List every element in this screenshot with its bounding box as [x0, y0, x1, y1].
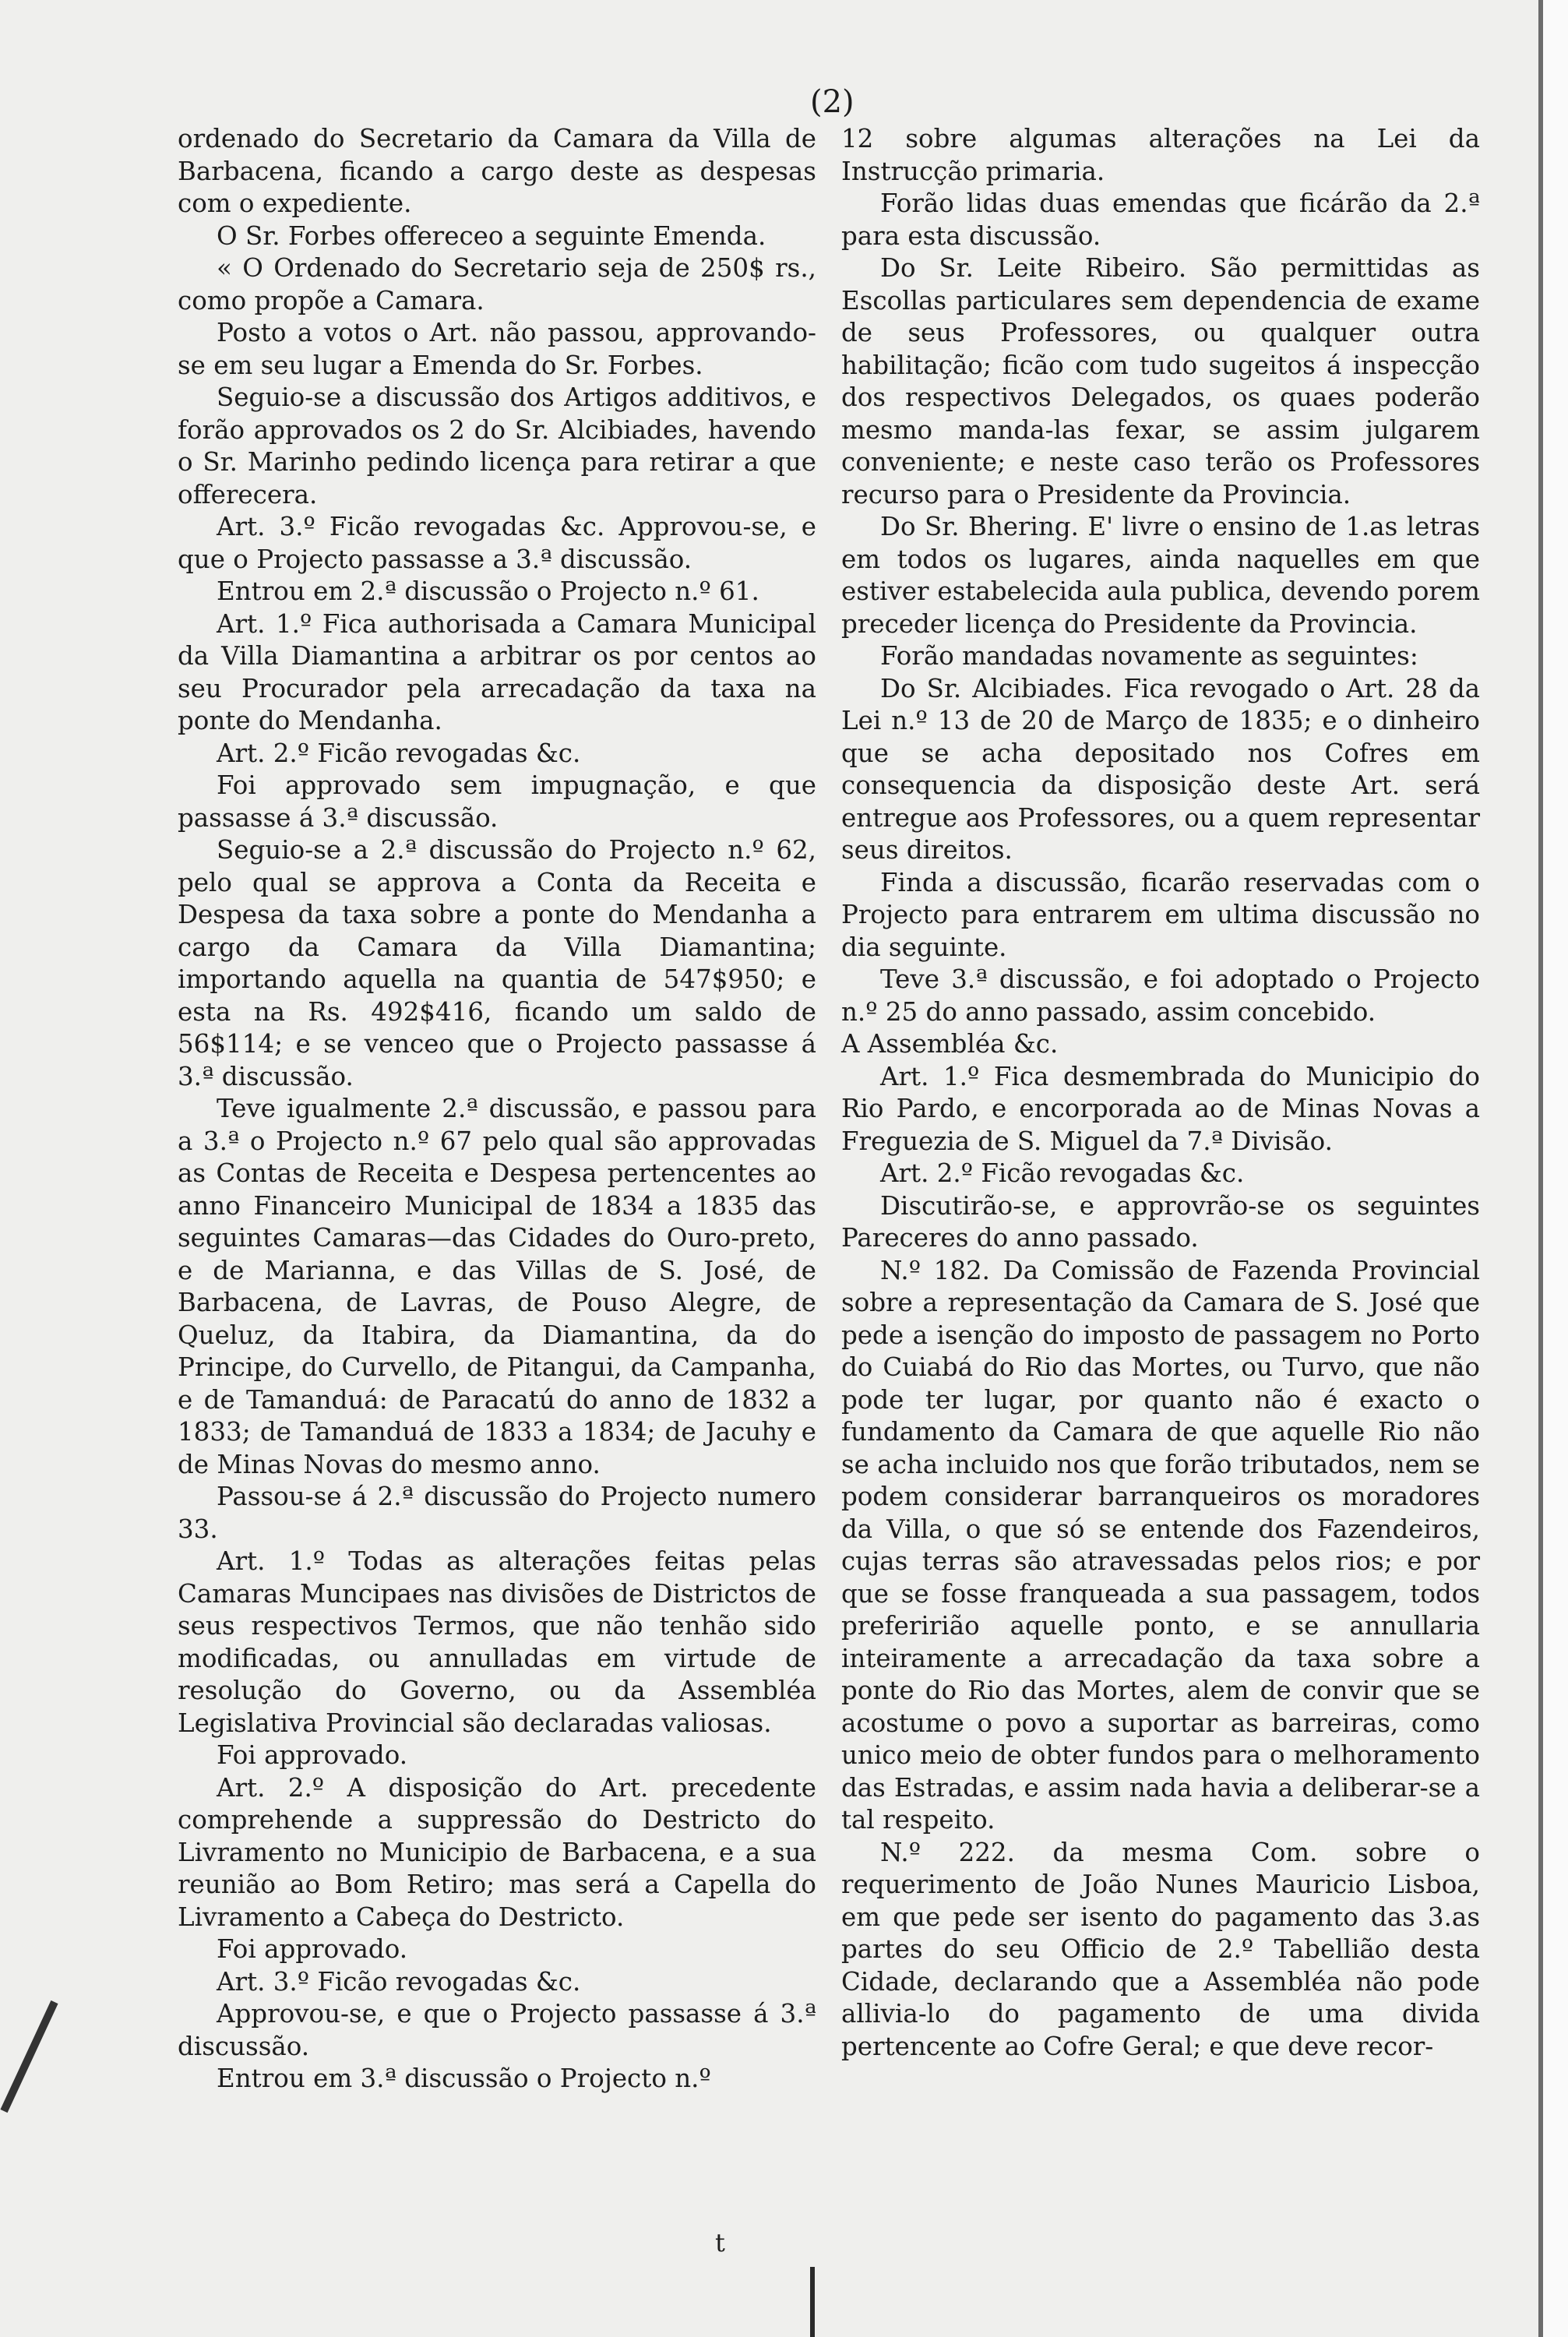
paragraph: Art. 3.º Ficão revogadas &c. Approvou-se, e que o Projecto passasse a 3.ª discussão.: [178, 512, 816, 574]
paragraph: Art. 2.º A disposição do Art. precedente comprehende a suppressão do Destricto do Livramento no Municipio de Barbacena, e a sua reunião ao Bom Retiro; mas será a Capella do Livramento a Cabeça do Destricto.: [178, 1772, 816, 1932]
paragraph: Art. 2.º Ficão revogadas &c.: [880, 1158, 1245, 1188]
paragraph: 12 sobre algumas alterações na Lei da Instrucção primaria.: [841, 124, 1480, 186]
paragraph: A Assembléa &c.: [841, 1029, 1059, 1059]
paragraph: O Sr. Forbes offereceo a seguinte Emenda.: [217, 220, 766, 251]
paragraph: Teve igualmente 2.ª discussão, e passou para a 3.ª o Projecto n.º 67 pelo qual são approvadas as Contas de Receita e Despesa pertencentes ao anno Financeiro Municipal de 1834 a 1835 das seguintes Camaras—das Cidades do Ouro-preto, e de Marianna, e das Villas de S. José, de Barbacena, de Lavras, de Pouso Alegre, de Queluz, da Itabira, da Diamantina, da do Principe, do Curvello, de Pitangui, da Campanha, e de Tamanduá: de Paracatú do anno de 1832 a 1833; de Tamanduá de 1833 a 1834; de Jacuhy e de Minas Novas do mesmo anno.: [178, 1094, 816, 1479]
paragraph: Teve 3.ª discussão, e foi adoptado o Projecto n.º 25 do anno passado, assim concebido.: [841, 964, 1480, 1027]
paragraph: Entrou em 3.ª discussão o Projecto n.º: [217, 2064, 711, 2093]
footer-mark: t: [715, 2228, 725, 2258]
pen-stroke-mark: [0, 1994, 62, 2119]
paragraph: Forão lidas duas emendas que ficárão da 2.ª para esta discussão.: [841, 189, 1480, 251]
binding-mark: [810, 2267, 815, 2337]
paragraph: Art. 1.º Fica authorisada a Camara Municipal da Villa Diamantina a arbitrar os por centos ao seu Procurador pela arrecadação da taxa na ponte do Mendanha.: [178, 608, 816, 735]
paragraph: Art. 2.º Ficão revogadas &c.: [217, 738, 581, 768]
paragraph: Entrou em 2.ª discussão o Projecto n.º 61.: [217, 576, 759, 606]
paragraph: Seguio-se a discussão dos Artigos additivos, e forão approvados os 2 do Sr. Alcibiades, havendo o Sr. Marinho pedindo licença para retirar a que offerecera.: [178, 382, 816, 509]
paragraph: Art. 1.º Fica desmembrada do Municipio do Rio Pardo, e encorporada ao de Minas Novas a Freguezia de S. Miguel da 7.ª Divisão.: [841, 1061, 1480, 1156]
paragraph: Foi approvado.: [217, 1934, 408, 1964]
paragraph: Passou-se á 2.ª discussão do Projecto numero 33.: [178, 1482, 816, 1544]
paragraph: Art. 3.º Ficão revogadas &c.: [217, 1966, 581, 1997]
right-text-column: [841, 123, 1480, 2063]
left-text-column: [178, 123, 816, 2096]
page-edge: [1543, 0, 1568, 2337]
paragraph: N.º 182. Da Comissão de Fazenda Provincial sobre a representação da Camara de S. José que pede a isenção do imposto de passagem no Porto do Cuiabá do Rio das Mortes, ou Turvo, que não pode ter lugar, por quanto não é exacto o fundamento da Camara de que aquelle Rio não se acha incluido nos que forão tributados, nem se podem considerar barranqueiros os moradores da Villa, o que só se entende dos Fazendeiros, cujas terras são atravessadas pelos rios; e por que se fosse franqueada a sua passagem, todos preferirião aquelle ponto, e se annullaria inteiramente a arrecadação da taxa sobre a ponte do Rio das Mortes, alem de convir que se acostume o povo a suportar as barreiras, como unico meio de obter fundos para o melhoramento das Estradas, e assim nada havia a deliberar-se a tal respeito.: [841, 1255, 1480, 1835]
paragraph: Approvou-se, e que o Projecto passasse á 3.ª discussão.: [178, 1999, 816, 2061]
paragraph: Do Sr. Leite Ribeiro. São permittidas as Escollas particulares sem dependencia de exame de seus Professores, ou qualquer outra habilitação; ficão com tudo sugeitos á inspecção dos respectivos Delegados, os quaes poderão mesmo manda-las fexar, se assim julgarem conveniente; e neste caso terão os Professores recurso para o Presidente da Provincia.: [841, 253, 1480, 509]
paragraph: Do Sr. Bhering. E' livre o ensino de 1.as letras em todos os lugares, ainda naquelles em que estiver estabelecida aula publica, devendo porem preceder licença do Presidente da Provincia.: [841, 512, 1480, 639]
paragraph: « O Ordenado do Secretario seja de 250$ rs., como propõe a Camara.: [178, 253, 816, 315]
paragraph: Foi approvado sem impugnação, e que passasse á 3.ª discussão.: [178, 770, 816, 833]
paragraph: ordenado do Secretario da Camara da Villa de Barbacena, ficando a cargo deste as despesas com o expediente.: [178, 124, 816, 218]
paragraph: Posto a votos o Art. não passou, approvando-se em seu lugar a Emenda do Sr. Forbes.: [178, 318, 816, 380]
paragraph: Do Sr. Alcibiades. Fica revogado o Art. 28 da Lei n.º 13 de 20 de Março de 1835; e o dinheiro que se acha depositado nos Cofres em consequencia da disposição deste Art. será entregue aos Professores, ou a quem representar seus direitos.: [841, 673, 1480, 865]
paragraph: N.º 222. da mesma Com. sobre o requerimento de João Nunes Mauricio Lisboa, em que pede ser isento do pagamento das 3.as partes do seu Officio de 2.º Tabellião desta Cidade, declarando que a Assembléa não pode allivia-lo do pagamento de uma divida pertencente ao Cofre Geral; e que deve recor-: [841, 1837, 1480, 2061]
paragraph: Forão mandadas novamente as seguintes:: [880, 641, 1418, 671]
paragraph: Seguio-se a 2.ª discussão do Projecto n.º 62, pelo qual se approva a Conta da Receita e Despesa da taxa sobre a ponte do Mendanha a cargo da Camara da Villa Diamantina; importando aquella na quantia de 547$950; e esta na Rs. 492$416, ficando um saldo de 56$114; e se venceo que o Projecto passasse á 3.ª discussão.: [178, 835, 816, 1091]
page-number: (2): [810, 84, 854, 120]
paragraph: Discutirão-se, e approvrão-se os seguintes Pareceres do anno passado.: [841, 1190, 1480, 1253]
paragraph: Finda a discussão, ficarão reservadas com o Projecto para entrarem em ultima discussão no dia seguinte.: [841, 867, 1480, 962]
paragraph: Art. 1.º Todas as alterações feitas pelas Camaras Muncipaes nas divisões de Districtos de seus respectivos Termos, que não tenhão sido modificadas, ou annulladas em virtude de resolução do Governo, ou da Assembléa Legislativa Provincial são declaradas valiosas.: [178, 1546, 816, 1738]
paragraph: Foi approvado.: [217, 1740, 408, 1770]
